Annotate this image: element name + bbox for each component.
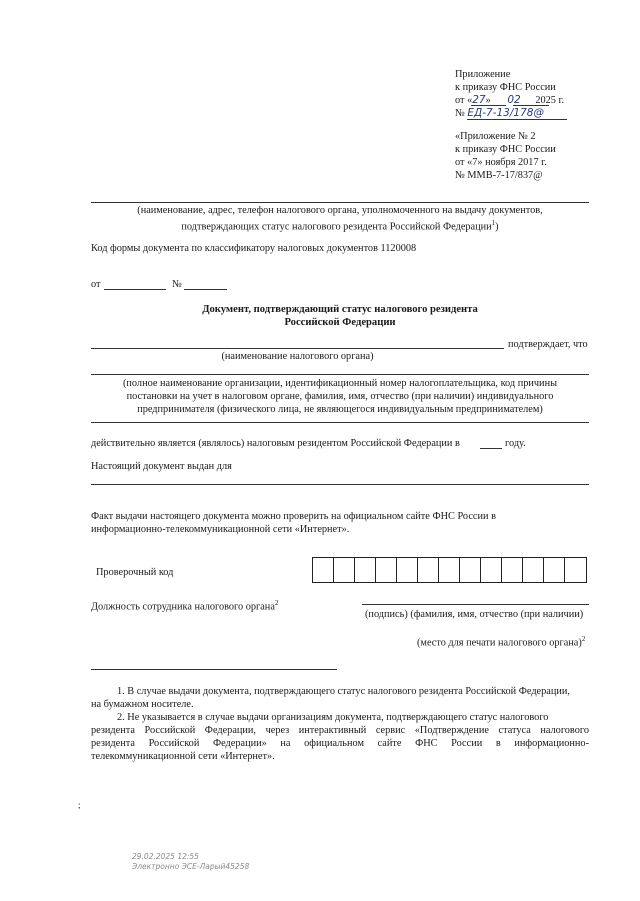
check-code-cell[interactable] bbox=[460, 558, 481, 582]
signature-caption: (подпись) (фамилия, имя, отчество (при наличии) bbox=[365, 609, 584, 620]
authority-caption-close: ) bbox=[495, 221, 499, 233]
number-field[interactable] bbox=[184, 289, 227, 290]
appendix2-order-ref: к приказу ФНС России bbox=[455, 144, 556, 155]
appendix2-title: «Приложение № 2 bbox=[455, 131, 536, 142]
check-code-cell[interactable] bbox=[544, 558, 565, 582]
number-prefix: № bbox=[455, 108, 465, 119]
check-code-cell[interactable] bbox=[376, 558, 397, 582]
appendix2-date: от «7» ноября 2017 г. bbox=[455, 157, 547, 168]
date-field[interactable] bbox=[104, 289, 166, 290]
authority-caption-line2 bbox=[91, 217, 589, 233]
authority-caption-text: подтверждающих статус налогового резидента Российской Федерации bbox=[181, 221, 492, 233]
authority-field-line[interactable] bbox=[91, 202, 589, 203]
handwritten-day: 27 bbox=[472, 94, 486, 106]
seal-place-line bbox=[417, 633, 585, 649]
check-code-cell[interactable] bbox=[502, 558, 523, 582]
check-code-cell[interactable] bbox=[355, 558, 376, 582]
number-underline bbox=[467, 119, 567, 120]
appendix-title: Приложение bbox=[455, 69, 511, 80]
check-code-cell[interactable] bbox=[523, 558, 544, 582]
check-code-cell[interactable] bbox=[481, 558, 502, 582]
footnote1-line1: 1. В случае выдачи документа, подтверждающего статус налогового резидента Российской Федерации, bbox=[117, 686, 570, 697]
document-title-line2: Российской Федерации bbox=[284, 317, 396, 328]
footnote-ref-2b: 2 bbox=[581, 635, 586, 643]
footnote2-line1: 2. Не указывается в случае выдачи организациям документа, подтверждающего статус налогового bbox=[117, 712, 549, 723]
footnote2-line4: телекоммуникационной сети «Интернет». bbox=[91, 751, 275, 762]
handwritten-month: 02 bbox=[507, 94, 521, 106]
issued-for-label: Настоящий документ выдан для bbox=[91, 461, 232, 472]
position-label-line bbox=[91, 597, 278, 613]
check-code-cell[interactable] bbox=[565, 558, 586, 582]
resident-text: действительно является (являлось) налоговым резидентом Российской Федерации в bbox=[91, 438, 460, 449]
month-underline bbox=[513, 105, 549, 106]
resident-year-suffix: году. bbox=[505, 438, 526, 449]
check-code-cell[interactable] bbox=[439, 558, 460, 582]
verification-line2: информационно-телекоммуникационной сети «Интернет». bbox=[91, 524, 350, 535]
org-caption-line1: (полное наименование организации, идентификационный номер налогоплательщика, код причины bbox=[122, 378, 558, 389]
footnote-separator bbox=[91, 669, 337, 670]
seal-place: (место для печати налогового органа) bbox=[417, 637, 582, 649]
footnote-ref-2: 2 bbox=[274, 599, 279, 607]
number-label: № bbox=[172, 279, 182, 290]
org-caption-line3: предпринимателя (физического лица, не являющегося индивидуальным предпринимателем) bbox=[137, 404, 543, 415]
check-code-cell[interactable] bbox=[397, 558, 418, 582]
tax-authority-caption: (наименование налогового органа) bbox=[221, 351, 374, 362]
check-code-cell[interactable] bbox=[313, 558, 334, 582]
stamp-line2: Электронно ЭСЕ-Ларый45258 bbox=[132, 862, 250, 871]
position-label: Должность сотрудника налогового органа bbox=[91, 601, 275, 613]
handwritten-number: ЕД-7-13/178@ bbox=[467, 107, 544, 119]
footnote1-line2: на бумажном носителе. bbox=[91, 699, 194, 710]
org-caption-line2: постановки на учет в налоговом органе, фамилия, имя, отчество (при наличии) индивидуального bbox=[126, 391, 554, 402]
authority-caption-line1: (наименование, адрес, телефон налогового органа, уполномоченного на выдачу документов, bbox=[137, 205, 543, 216]
check-code-boxes[interactable] bbox=[312, 557, 587, 583]
tax-authority-name-field[interactable] bbox=[91, 348, 504, 349]
date-label: от bbox=[91, 279, 101, 290]
date-prefix: от « bbox=[455, 95, 473, 106]
appendix2-number: № ММВ-7-17/837@ bbox=[455, 170, 543, 181]
footnote2-line2: резидента Российской Федерации, через интерактивный сервис «Подтверждение статуса налогового bbox=[91, 725, 589, 736]
stray-mark: ; bbox=[78, 800, 81, 810]
footnote-ref-1: 1 bbox=[491, 219, 496, 227]
date-mid: » bbox=[485, 95, 491, 106]
resident-year-field[interactable] bbox=[480, 448, 502, 449]
confirms-text: подтверждает, что bbox=[508, 339, 588, 350]
appendix-year: 2025 г. bbox=[535, 95, 565, 106]
appendix-order-ref: к приказу ФНС России bbox=[455, 82, 556, 93]
organization-field-line2[interactable] bbox=[91, 422, 589, 423]
verification-line1: Факт выдачи настоящего документа можно проверить на официальном сайте ФНС России в bbox=[91, 511, 496, 522]
footnote2-line3: резидента Российской Федерации» на официальном сайте ФНС России в информационно- bbox=[91, 738, 589, 749]
stamp-line1: 29.02.2025 12:55 bbox=[132, 852, 199, 861]
document-title-line1: Документ, подтверждающий статус налогового резидента bbox=[202, 304, 478, 315]
check-code-label: Проверочный код bbox=[96, 567, 174, 578]
organization-field-line[interactable] bbox=[91, 374, 589, 375]
issued-for-field[interactable] bbox=[91, 484, 589, 485]
check-code-cell[interactable] bbox=[334, 558, 355, 582]
day-underline bbox=[471, 105, 506, 106]
signature-field[interactable] bbox=[362, 604, 589, 605]
check-code-cell[interactable] bbox=[418, 558, 439, 582]
form-code: Код формы документа по классификатору налоговых документов 1120008 bbox=[91, 243, 417, 254]
